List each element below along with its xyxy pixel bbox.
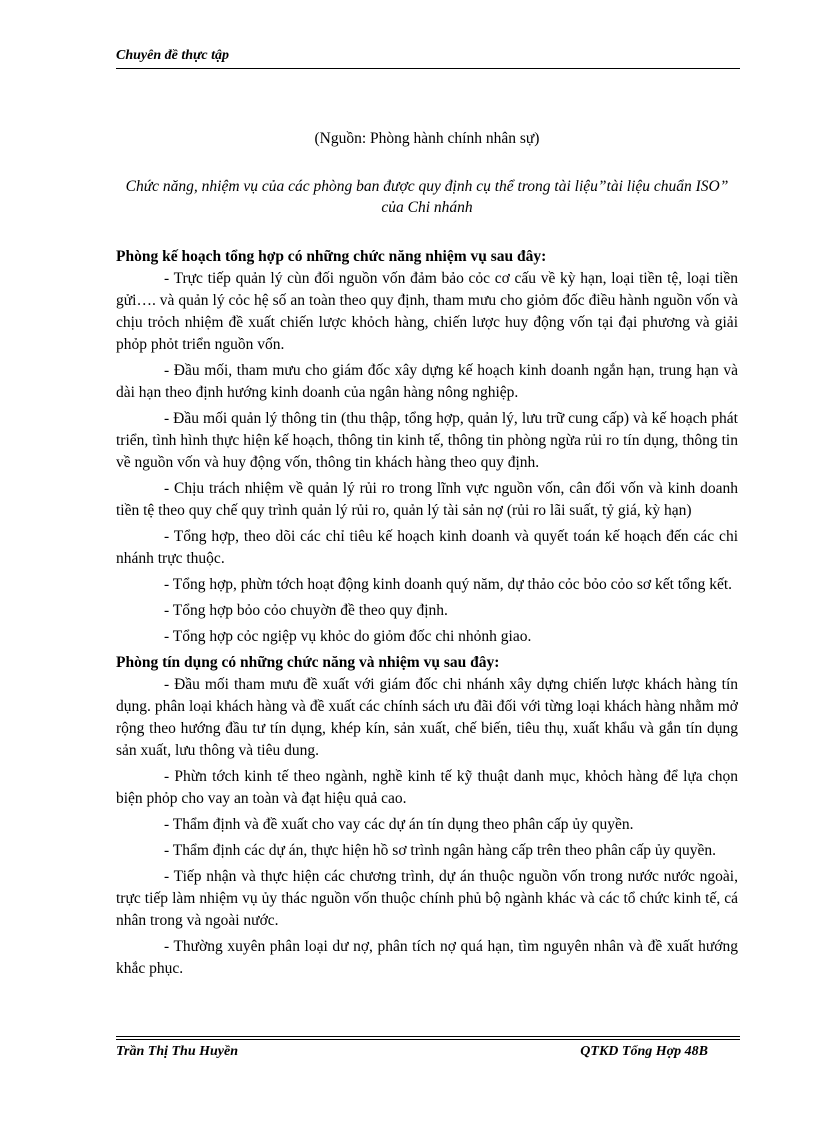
list-item: - Thẩm định các dự án, thực hiện hồ sơ trình ngân hàng cấp trên theo phân cấp ủy quyền. [164,842,716,859]
footer-divider [116,1036,740,1037]
list-item: - Chịu trách nhiệm về quản lý rủi ro trong lĩnh vực nguồn vốn, cân đối vốn và kinh doanh tiền tệ theo quy chế quy trình quản lý rủi ro, quản lý tài sản nợ (rủi ro lãi suất, tỷ giá, kỳ hạn) [116,480,738,519]
list-item: - Tổng hợp bỏo cỏo chuyờn đề theo quy định. [164,602,448,619]
list-item: - Đầu mối tham mưu đề xuất với giám đốc chi nhánh xây dựng chiến lược khách hàng tín dụng. phân loại khách hàng và đề xuất các chính sách ưu đãi đối với từng loại khách hàng nhằm mở rộng theo hướng đầu tư tín dụng, khép kín, sản xuất, chế biến, tiêu thụ, xuất khẩu và gắn tín dụng sản xuất, lưu thông và tiêu dung. [116,676,738,759]
page-content [116,130,738,984]
header-title: Chuyên đề thực tập [116,48,230,63]
caption: Chức năng, nhiệm vụ của các phòng ban được quy định cụ thể trong tài liệu”tài liệu chuẩn ISO” của Chi nhánh [125,178,729,216]
list-item: - Tổng hợp cỏc ngiệp vụ khỏc do giỏm đốc chi nhỏnh giao. [164,628,532,645]
footer-class: QTKD Tổng Hợp 48B [580,1044,708,1059]
list-item: - Thẩm định và đề xuất cho vay các dự án tín dụng theo phân cấp ủy quyền. [164,816,634,833]
footer-row [116,1044,740,1060]
list-item: - Trực tiếp quản lý cùn đối nguồn vốn đảm bảo cỏc cơ cấu về kỳ hạn, loại tiền tệ, loại tiền gửi…. và quản lý cỏc hệ số an toàn theo quy định, tham mưu cho giỏm đốc điều hành nguồn vốn và chịu trỏch nhiệm đề xuất chiến lược khỏch hàng, chiến lược huy động vốn tại đại phương và giải phỏp phỏt triển nguồn vốn. [116,270,738,353]
list-item: - Đầu mối quản lý thông tin (thu thập, tổng hợp, quản lý, lưu trữ cung cấp) và kế hoạch phát triển, tình hình thực hiện kế hoạch, thông tin kinh tế, thông tin phòng ngừa rủi ro tín dụng, thông tin về nguồn vốn và huy động vốn, thông tin khách hàng theo quy định. [116,410,738,471]
section-planning [116,246,738,648]
header-divider [116,68,740,69]
footer-author: Trần Thị Thu Huyền [116,1044,239,1059]
section-credit [116,652,738,980]
list-item: - Tiếp nhận và thực hiện các chương trình, dự án thuộc nguồn vốn trong nước nước ngoài, trực tiếp làm nhiệm vụ ủy thác nguồn vốn thuộc chính phủ bộ ngành khác và các tổ chức kinh tế, cá nhân trong và ngoài nước. [116,868,738,929]
list-item: - Phừn tớch kinh tế theo ngành, nghề kinh tế kỹ thuật danh mục, khỏch hàng để lựa chọn biện phỏp cho vay an toàn và đạt hiệu quả cao. [116,768,738,807]
list-item: - Tổng hợp, phừn tớch hoạt động kinh doanh quý năm, dự thảo cỏc bỏo cỏo sơ kết tổng kết. [164,576,733,593]
page-footer [116,1036,740,1060]
section-title: Phòng kế hoạch tổng hợp có những chức năng nhiệm vụ sau đây: [116,248,547,265]
footer-divider [116,1039,740,1040]
list-item: - Tổng hợp, theo dõi các chỉ tiêu kế hoạch kinh doanh và quyết toán kế hoạch đến các chi nhánh trực thuộc. [116,528,738,567]
list-item: - Thường xuyên phân loại dư nợ, phân tích nợ quá hạn, tìm nguyên nhân và đề xuất hướng khắc phục. [116,938,738,977]
section-title: Phòng tín dụng có những chức năng và nhiệm vụ sau đây: [116,654,500,671]
list-item: - Đầu mối, tham mưu cho giám đốc xây dựng kế hoạch kinh doanh ngắn hạn, trung hạn và dài hạn theo định hướng kinh doanh của ngân hàng nông nghiệp. [116,362,738,401]
source-line: (Nguồn: Phòng hành chính nhân sự) [314,130,540,147]
page-header [116,48,740,69]
